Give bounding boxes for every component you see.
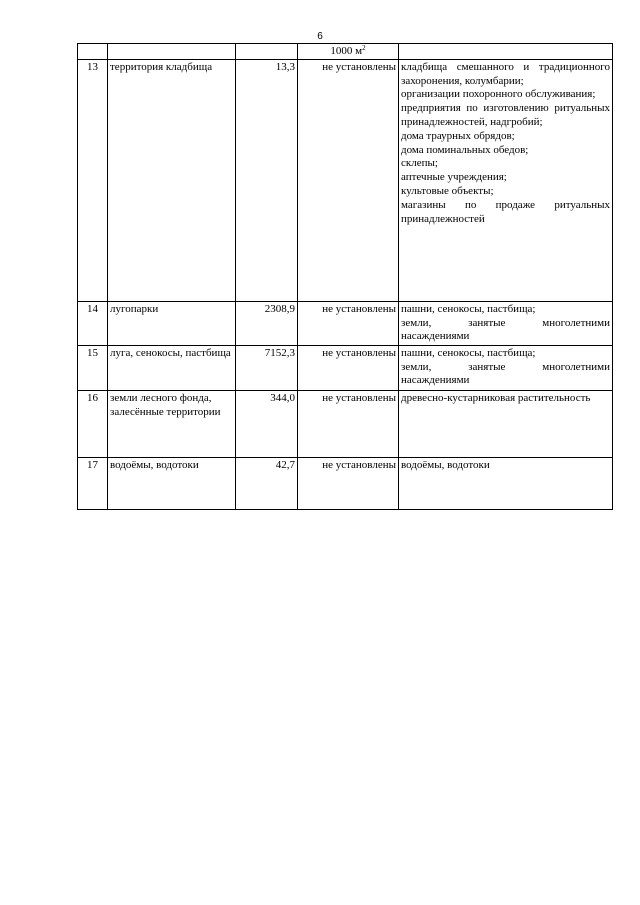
row-number: 14 — [78, 301, 108, 345]
zone-limits: не установлены — [298, 301, 399, 345]
permitted-use-item: организации похоронного обслуживания; — [401, 88, 596, 101]
permitted-use-item: культовые объекты; — [401, 184, 494, 197]
table-row — [78, 301, 613, 345]
table-header-row — [78, 44, 613, 60]
table-row — [78, 390, 613, 457]
header-cell-name — [108, 44, 236, 60]
land-use-table — [77, 43, 613, 510]
permitted-uses — [399, 390, 613, 457]
table-row — [78, 59, 613, 301]
zone-name: земли лесного фонда, залесённые территории — [108, 390, 236, 457]
permitted-use-item: дома поминальных обедов; — [401, 143, 529, 156]
row-number: 17 — [78, 457, 108, 509]
zone-limits: не установлены — [298, 390, 399, 457]
zone-area: 13,3 — [236, 59, 298, 301]
permitted-use-item: пашни, сенокосы, пастбища; — [401, 346, 536, 359]
permitted-use-item: склепы; — [401, 157, 438, 170]
zone-limits: не установлены — [298, 59, 399, 301]
zone-name: луга, сенокосы, пастбища — [108, 345, 236, 390]
header-cell-kinds — [399, 44, 613, 60]
zone-name: водоёмы, водотоки — [108, 457, 236, 509]
permitted-use-item: магазины по продаже ритуальных принадлежностей — [401, 198, 610, 225]
permitted-use-item: древесно-кустарниковая растительность — [401, 391, 591, 404]
permitted-use-item: водоёмы, водотоки — [401, 458, 490, 471]
permitted-uses — [399, 59, 613, 301]
permitted-use-item: дома траурных обрядов; — [401, 129, 515, 142]
permitted-use-item: земли, занятые многолетними насаждениями — [401, 316, 610, 343]
zone-area: 344,0 — [236, 390, 298, 457]
header-cell-unit — [298, 44, 399, 60]
zone-name: территория кладбища — [108, 59, 236, 301]
permitted-uses — [399, 345, 613, 390]
page-number: 6 — [317, 31, 323, 42]
row-number: 15 — [78, 345, 108, 390]
permitted-use-item: земли, занятые многолетними насаждениями — [401, 360, 610, 387]
permitted-use-item: предприятия по изготовлению ритуальных принадлежностей, надгробий; — [401, 102, 610, 128]
header-cell-area — [236, 44, 298, 60]
zone-limits: не установлены — [298, 345, 399, 390]
permitted-use-item: пашни, сенокосы, пастбища; — [401, 302, 536, 315]
permitted-uses — [399, 301, 613, 345]
row-number: 13 — [78, 59, 108, 301]
permitted-use-item: кладбища смешанного и традиционного захоронения, колумбарии; — [401, 60, 610, 87]
permitted-use-item: аптечные учреждения; — [401, 171, 507, 184]
table-row — [78, 345, 613, 390]
zone-area: 7152,3 — [236, 345, 298, 390]
table-row — [78, 457, 613, 509]
header-cell-num — [78, 44, 108, 60]
permitted-uses — [399, 457, 613, 509]
zone-limits: не установлены — [298, 457, 399, 509]
zone-name: лугопарки — [108, 301, 236, 345]
zone-area: 42,7 — [236, 457, 298, 509]
zone-area: 2308,9 — [236, 301, 298, 345]
area-unit-label: 1000 $м^2$ — [330, 44, 366, 57]
row-number: 16 — [78, 390, 108, 457]
